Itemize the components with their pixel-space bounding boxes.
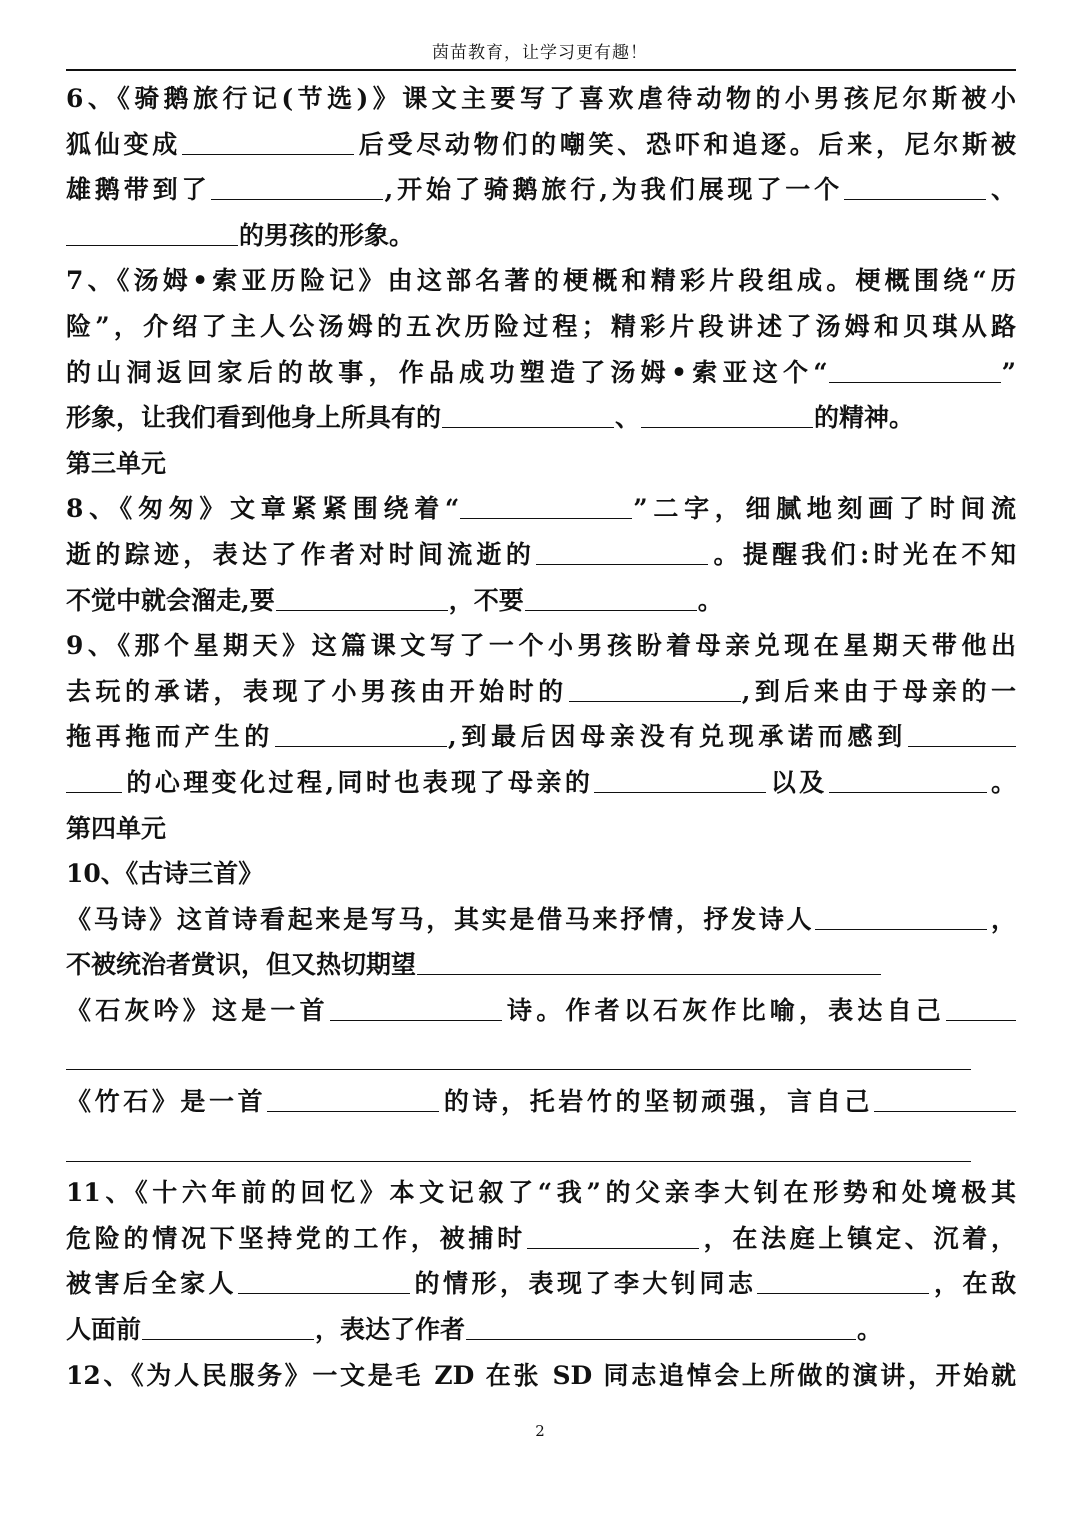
- q8-text-3c: 。: [697, 585, 723, 615]
- blank-q10-2[interactable]: [417, 950, 881, 975]
- q10-text-4b: 的诗，托岩竹的坚韧顽强，言自己: [440, 1087, 873, 1117]
- q7-line-3: [66, 350, 1016, 396]
- blank-q9-3-cont[interactable]: [66, 768, 122, 793]
- worksheet-body: [66, 76, 1016, 1398]
- q8-text-3b: ，不要: [448, 585, 524, 615]
- q7-line-2: [66, 304, 1016, 350]
- q8-text-2b: 。提醒我们:时光在不知: [709, 539, 1016, 569]
- q6-text-1: 6、《骑鹅旅行记(节选)》课文主要写了喜欢虐待动物的小男孩尼尔斯被小: [66, 84, 1016, 113]
- q9-text-3b: ,到最后因母亲没有兑现承诺而感到: [447, 722, 907, 752]
- answer-rule: [66, 1069, 971, 1070]
- unit-3-heading: 第三单元: [66, 448, 167, 478]
- q6-text-3b: ,开始了骑鹅旅行,为我们展现了一个: [384, 175, 844, 205]
- q12-text-1: 12、《为人民服务》一文是毛 ZD 在张 SD 同志追悼会上所做的演讲，开始就: [66, 1360, 1016, 1390]
- q6-line-4: [66, 213, 1016, 259]
- q11-text-3a: 被害后全家人: [66, 1269, 237, 1299]
- q6-line-3: [66, 167, 1016, 213]
- q7-text-4b: 、: [615, 403, 641, 433]
- q9-text-4c: 。: [987, 767, 1016, 797]
- q10-ma-shi-line-2: [66, 942, 1016, 988]
- q8-text-3a: 不觉中就会溜走,要: [66, 585, 275, 615]
- blank-q8-4[interactable]: [525, 586, 697, 611]
- blank-q8-1[interactable]: [460, 494, 632, 519]
- q11-text-3b: 的情形，表现了李大钊同志: [411, 1269, 757, 1299]
- header-rule: [66, 69, 1016, 71]
- q10-text-3b: 诗。作者以石灰作比喻，表达自己: [502, 995, 945, 1025]
- q7-text-3a: 的山洞返回家后的故事，作品成功塑造了汤姆•索亚这个“: [66, 357, 828, 387]
- q9-text-1: 9、《那个星期天》这篇课文写了一个小男孩盼着母亲兑现在星期天带他出: [66, 631, 1016, 661]
- blank-q7-3[interactable]: [641, 403, 813, 428]
- blank-q9-4[interactable]: [594, 768, 766, 793]
- q12-line-1: [66, 1353, 1016, 1399]
- q8-line-3: [66, 578, 1016, 624]
- q10-zhushi-line: [66, 1079, 1016, 1125]
- q8-text-1b: ”二字，细腻地刻画了时间流: [633, 494, 1016, 524]
- q9-line-2: [66, 669, 1016, 715]
- q6-text-2a: 狐仙变成: [66, 129, 181, 159]
- q11-text-4b: ，表达了作者: [315, 1315, 466, 1345]
- q7-line-4: [66, 395, 1016, 441]
- blank-q8-3[interactable]: [276, 586, 448, 611]
- q10-answer-line-1[interactable]: [66, 1033, 1016, 1079]
- blank-q10-1[interactable]: [815, 905, 987, 930]
- q7-text-2: 险”，介绍了主人公汤姆的五次历险过程；精彩片段讲述了汤姆和贝琪从路: [66, 311, 1016, 341]
- q10-text-4a: 《竹石》是一首: [66, 1087, 267, 1117]
- blank-q8-2[interactable]: [536, 540, 708, 565]
- q10-title: 10、《古诗三首》: [66, 859, 264, 889]
- q11-line-3: [66, 1261, 1016, 1307]
- blank-q6-1[interactable]: [182, 130, 354, 155]
- q10-text-2a: 不被统治者赏识，但又热切期望: [66, 950, 417, 980]
- q7-text-3b: ”: [1001, 357, 1016, 387]
- q10-answer-line-2[interactable]: [66, 1125, 1016, 1171]
- q11-line-1: [66, 1170, 1016, 1216]
- blank-q9-1[interactable]: [569, 677, 741, 702]
- q9-text-4b: 以及: [767, 767, 828, 797]
- q11-line-2: [66, 1216, 1016, 1262]
- blank-q11-1[interactable]: [527, 1224, 699, 1249]
- blank-q10-3[interactable]: [330, 996, 502, 1021]
- q6-text-2b: 后受尽动物们的嘲笑、恐吓和追逐。后来，尼尔斯被: [354, 129, 1016, 159]
- page-number: 2: [535, 1422, 545, 1440]
- q9-line-4: [66, 760, 1016, 806]
- q9-line-3: [66, 714, 1016, 760]
- q8-text-1a: 8、《匆匆》文章紧紧围绕着“: [66, 494, 460, 524]
- blank-q7-1[interactable]: [829, 358, 1001, 383]
- q9-text-4a: 的心理变化过程,同时也表现了母亲的: [123, 767, 594, 797]
- q11-text-1: 11、《十六年前的回忆》本文记叙了“我”的父亲李大钊在形势和处境极其: [66, 1178, 1016, 1208]
- q7-text-1: 7、《汤姆•索亚历险记》由这部名著的梗概和精彩片段组成。梗概围绕“历: [66, 266, 1016, 296]
- q6-line-1: [66, 76, 1016, 122]
- q8-line-2: [66, 532, 1016, 578]
- unit-4-heading: 第四单元: [66, 813, 167, 843]
- page-header: 茵苗教育，让学习更有趣！: [432, 43, 648, 63]
- blank-q11-2[interactable]: [238, 1269, 410, 1294]
- q10-shihuiyin-line: [66, 988, 1016, 1034]
- blank-q10-4[interactable]: [946, 996, 1016, 1021]
- blank-q10-6[interactable]: [874, 1087, 1016, 1112]
- q10-text-3a: 《石灰吟》这是一首: [66, 995, 329, 1025]
- blank-q9-3[interactable]: [908, 722, 1016, 747]
- blank-q11-3[interactable]: [757, 1269, 929, 1294]
- q11-text-3c: ，在敌: [930, 1269, 1016, 1299]
- q9-text-2b: ,到后来由于母亲的一: [741, 676, 1016, 706]
- q11-text-4a: 人面前: [66, 1315, 142, 1345]
- q11-line-4: [66, 1307, 1016, 1353]
- q7-text-4c: 的精神。: [814, 403, 915, 433]
- blank-q7-2[interactable]: [442, 403, 614, 428]
- q11-text-4c: 。: [857, 1315, 883, 1345]
- blank-q11-5[interactable]: [466, 1315, 856, 1340]
- q11-text-2b: ，在法庭上镇定、沉着，: [699, 1223, 1016, 1253]
- answer-rule: [66, 1161, 971, 1162]
- q11-text-2a: 危险的情况下坚持党的工作，被捕时: [66, 1223, 526, 1253]
- q7-line-1: [66, 258, 1016, 304]
- q6-text-3c: 、: [987, 175, 1016, 205]
- q9-line-1: [66, 623, 1016, 669]
- q9-text-2a: 去玩的承诺，表现了小男孩由开始时的: [66, 676, 568, 706]
- blank-q6-3[interactable]: [844, 175, 986, 200]
- q9-text-3a: 拖再拖而产生的: [66, 722, 274, 752]
- q8-text-2a: 逝的踪迹，表达了作者对时间流逝的: [66, 539, 536, 569]
- q8-line-1: [66, 486, 1016, 532]
- q10-text-1a: 《马诗》这首诗看起来是写马，其实是借马来抒情，抒发诗人: [66, 904, 815, 934]
- q6-text-3a: 雄鹅带到了: [66, 175, 211, 205]
- q10-ma-shi-line-1: [66, 897, 1016, 943]
- q6-text-4a: 的男孩的形象。: [239, 220, 415, 250]
- q10-text-1b: ，: [988, 904, 1016, 934]
- blank-q6-2[interactable]: [211, 175, 383, 200]
- blank-q9-2[interactable]: [275, 722, 447, 747]
- blank-q6-4[interactable]: [66, 221, 238, 246]
- blank-q10-5[interactable]: [267, 1087, 439, 1112]
- blank-q9-5[interactable]: [829, 768, 987, 793]
- q6-line-2: [66, 122, 1016, 168]
- blank-q11-4[interactable]: [142, 1315, 314, 1340]
- q7-text-4a: 形象，让我们看到他身上所具有的: [66, 403, 442, 433]
